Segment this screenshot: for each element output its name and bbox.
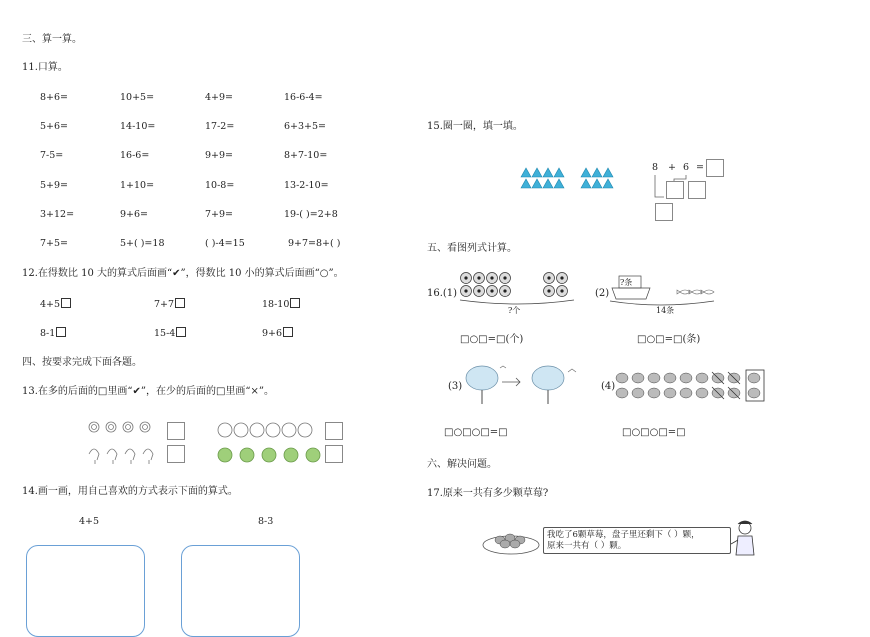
q11-item: 10+5= <box>120 92 155 103</box>
q16-part-label: (2) <box>595 288 610 299</box>
q11-item: 5+( )=18 <box>120 238 165 249</box>
section-4-title: 四、按要求完成下面各题。 <box>22 357 142 368</box>
section-6-title: 六、解决问题。 <box>427 459 497 470</box>
q11-item: 9+7=8+( ) <box>288 238 341 249</box>
answer-box[interactable] <box>56 327 66 337</box>
q12-label: 12.在得数比 10 大的算式后面画“✔”，得数比 10 小的算式后面画“○”。 <box>22 268 344 279</box>
strawberry-plate-illustration <box>482 526 542 556</box>
q11-item: 7+5= <box>40 238 69 249</box>
drawing-area[interactable] <box>181 545 300 637</box>
q11-item: 14-10= <box>120 121 156 132</box>
total-label: 14条 <box>656 306 675 315</box>
drawing-area[interactable] <box>26 545 145 637</box>
q11-item: 19-( )=2+8 <box>284 209 338 220</box>
q11-item: 9+6= <box>120 209 149 220</box>
q14-expr: 8-3 <box>258 516 274 527</box>
triangles-illustration <box>520 166 620 190</box>
q11-item: 4+9= <box>205 92 234 103</box>
q12-item <box>262 327 293 340</box>
answer-box[interactable] <box>290 298 300 308</box>
q11-item: 8+6= <box>40 92 69 103</box>
q11-item: 17-2= <box>205 121 235 132</box>
q12-expr: 18-10 <box>262 299 290 310</box>
q11-item: 5+6= <box>40 121 69 132</box>
q17-label: 17.原来一共有多少颗草莓? <box>427 488 549 499</box>
tree-birds-illustration <box>460 364 590 406</box>
answer-box[interactable] <box>175 298 185 308</box>
q14-label: 14.画一画，用自己喜欢的方式表示下面的算式。 <box>22 486 238 497</box>
q15-label: 15.圈一圈，填一填。 <box>427 121 523 132</box>
strawberry-crossed-illustration <box>614 370 784 404</box>
answer-template[interactable]: □○□○□=□ <box>444 427 508 438</box>
q12-item <box>154 298 185 311</box>
boy-illustration <box>732 520 758 558</box>
q11-item: 7+9= <box>205 209 234 220</box>
q12-expr: 7+7 <box>154 299 175 310</box>
q11-item: 7-5= <box>40 150 64 161</box>
section-5-title: 五、看图列式计算。 <box>427 243 517 254</box>
q16-label: 16.(1) <box>427 288 458 299</box>
speech-line: 原来一共有（ ）颗。 <box>547 541 627 551</box>
q11-item: 16-6-4= <box>284 92 323 103</box>
eq-number: 6 <box>683 162 690 173</box>
q11-item: 3+12= <box>40 209 75 220</box>
q11-label: 11.口算。 <box>22 62 68 73</box>
q12-item <box>262 298 300 311</box>
q12-item <box>40 327 66 340</box>
answer-box[interactable] <box>176 327 186 337</box>
answer-box[interactable] <box>655 203 673 221</box>
q12-expr: 8-1 <box>40 328 56 339</box>
q11-item: 9+9= <box>205 150 234 161</box>
q11-item: ( )-4=15 <box>205 238 245 249</box>
q11-item: 1+10= <box>120 180 155 191</box>
q11-item: 8+7-10= <box>284 150 328 161</box>
q11-item: 16-6= <box>120 150 150 161</box>
q11-item: 13-2-10= <box>284 180 329 191</box>
answer-box[interactable] <box>688 181 706 199</box>
answer-box[interactable] <box>325 445 343 463</box>
answer-box[interactable] <box>283 327 293 337</box>
answer-box[interactable] <box>61 298 71 308</box>
q12-expr: 15-4 <box>154 328 176 339</box>
q11-item: 5+9= <box>40 180 69 191</box>
answer-box[interactable] <box>167 445 185 463</box>
q16-part-label: (3) <box>448 381 463 392</box>
answer-template[interactable]: □○□=□(条) <box>637 334 701 345</box>
q12-expr: 4+5 <box>40 299 61 310</box>
q11-item: 6+3+5= <box>284 121 327 132</box>
speech-line: 我吃了6颗草莓，盘子里还剩下（ ）颗， <box>547 530 700 540</box>
answer-box[interactable] <box>167 422 185 440</box>
answer-box[interactable] <box>666 181 684 199</box>
animals-illustration <box>86 418 166 466</box>
answer-box[interactable] <box>325 422 343 440</box>
q12-item <box>154 327 186 340</box>
q12-expr: 9+6 <box>262 328 283 339</box>
fruit-illustration <box>217 420 327 466</box>
eq-number: 8 <box>652 162 659 173</box>
answer-template[interactable]: □○□○□=□ <box>622 427 686 438</box>
eq-equals: = <box>696 162 704 173</box>
answer-box[interactable] <box>706 159 724 177</box>
section-3-title: 三、算一算。 <box>22 34 82 45</box>
q11-item: 10-8= <box>205 180 235 191</box>
answer-template[interactable]: □○□=□(个) <box>460 334 524 345</box>
unknown-label: ?个 <box>508 306 521 315</box>
q14-expr: 4+5 <box>79 516 100 527</box>
unknown-label: ?条 <box>620 278 633 287</box>
eq-plus: + <box>668 162 676 173</box>
q13-label: 13.在多的后面的□里画“✔”，在少的后面的□里画“×”。 <box>22 386 275 397</box>
q12-item <box>40 298 71 311</box>
q16-part-label: (4) <box>601 381 616 392</box>
